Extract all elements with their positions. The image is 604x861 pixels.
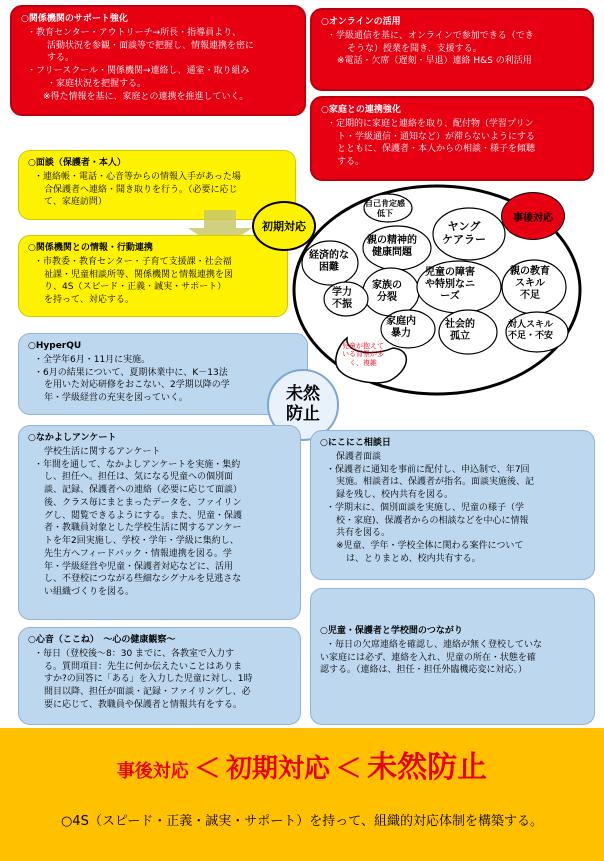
priority-headline — [0, 742, 604, 786]
box-title: ○家庭との連携強化 — [321, 105, 401, 115]
line: する。 — [47, 53, 75, 64]
box-title: ○にこにこ相談日 — [320, 438, 391, 448]
line: すか?の回答に「ある」を入力した児童に対し、1時 — [44, 674, 253, 685]
initial-response-text: 初期対応 — [225, 754, 330, 784]
line: ・毎日（登校後～8：30 までに、各教室で入力す — [34, 648, 235, 659]
survey-box — [18, 425, 301, 620]
line: ・家庭状況を把握する。 — [47, 78, 147, 89]
line: ・毎日の欠席連絡を確認し、連絡が無く登校していな — [326, 639, 543, 650]
social-isolation-label: 社会的 孤立 — [445, 319, 475, 342]
box-title: ○オンラインの活用 — [321, 17, 401, 27]
line: グし、閲覧できるようにする。また、児童・保護 — [44, 510, 243, 521]
line: 要に応じて、教職員や保護者と情報共有をする。 — [44, 699, 242, 710]
policy-statement: ○4S（スピード・正義・誠実・サポート）を持って、組織的対応体制を構築する。 — [60, 814, 544, 829]
less-than-symbol: ＜ — [335, 754, 362, 784]
after-response-badge — [501, 192, 565, 240]
line: そうな）授業を聞き、支援する。 — [347, 43, 482, 54]
nikoniko-consultation-box — [310, 430, 595, 580]
line: 校・家庭)、保護者からの相談などを中心に情報 — [336, 515, 529, 526]
young-carer-label: ヤング ケアラー — [442, 220, 486, 247]
parent-education-skill-label: 親の教育 スキル 不足 — [510, 266, 550, 301]
line: ・保護者に通知を事前に配付し、申込制で、年7回 — [326, 464, 530, 475]
after-response-text: 事後対応 — [116, 761, 189, 782]
line: トを年2回実施し、学校・学年・学級に集約し、 — [44, 536, 239, 547]
box-title: ○児童・保護者と学校間のつながり — [320, 626, 463, 636]
hyperqu-box — [18, 333, 308, 415]
after-response-label: 事後対応 — [513, 212, 553, 224]
line: ・市教委・教育センター・子育て支援課・社会福 — [34, 256, 232, 267]
line: 活動状況を参観・面談等で把握し、情報連携を密に — [47, 40, 255, 51]
line: 年・学級経営の充実を図っていく。 — [44, 393, 188, 404]
prevention-label-1: 未然 — [286, 384, 320, 405]
line: 録を残し、校内共有を図る。 — [336, 490, 454, 501]
line: ・学級通信を基に、オンラインで参加できる（でき — [327, 30, 534, 41]
line: を持って、対応する。 — [44, 295, 134, 306]
child-disability-label: 児童の障害 や特別なニ ーズ — [425, 267, 475, 302]
box-title: ○関係機関のサポート強化 — [21, 14, 128, 24]
box-title: ○HyperQU — [28, 341, 82, 351]
line: ・連絡帳・電話・心音等からの情報入手があった場 — [34, 171, 241, 182]
academic-slump-label: 学力 不振 — [332, 287, 352, 310]
school-connection-box — [310, 588, 595, 725]
line: 実施。相談者は、保護者が指名。面談実施後、記 — [336, 477, 535, 488]
domestic-violence-label: 家庭内 暴力 — [386, 316, 416, 339]
line: し、担任へ。担任は、気になる児童への個別面 — [44, 472, 234, 483]
line: 祉課・児童相談所等、関係機関と情報連携を図 — [44, 269, 234, 280]
line: ・年間を通して、なかよしアンケートを実施・集約 — [34, 459, 241, 470]
line: し、不登校につながる些細なシグナルを見逃さな — [44, 574, 242, 585]
support-strengthening-box — [10, 5, 306, 116]
parent-mental-health-label: 親の精神的 健康問題 — [367, 235, 417, 258]
summary-banner — [0, 728, 604, 861]
box-title: ○面談（保護者・本人） — [28, 158, 126, 168]
social-skill-label: 対人スキル 不足・不安 — [508, 320, 554, 341]
agency-cooperation-box — [18, 235, 288, 317]
prevention-text: 未然防止 — [367, 750, 488, 785]
initial-response-label: 初期対応 — [262, 220, 306, 233]
box-title: ○関係機関との情報・行動連携 — [28, 243, 153, 253]
line: 者・教職員対象とした学校生活に関するアンケー — [44, 523, 242, 534]
box-subtitle: 保護者面談 — [336, 451, 382, 462]
complex-background-label: 児童が抱えて いる背景が多 く、複雑 — [342, 342, 384, 367]
less-than-symbol: ＜ — [194, 754, 221, 784]
line: い組織づくりを図る。 — [44, 587, 135, 598]
note-line: ※児童、学年・学校全体に関わる案件について — [336, 541, 524, 552]
line: 認する。（連絡は、担任・担任外臨機応変に対応。） — [320, 665, 528, 676]
home-cooperation-box — [310, 96, 594, 181]
line: ・教育センター・アウトリーチ→所長・指導員より、 — [27, 27, 242, 38]
self-esteem-label: 自己肯定感 低下 — [365, 199, 405, 218]
line: て、家庭訪問） — [44, 197, 107, 208]
line: ・全学年6月・11月に実施。 — [34, 354, 151, 365]
box-title: ○心音（ここね） ～心の健康観察～ — [28, 635, 176, 645]
line: 先生方へフィードバック・情報連携を図る。学 — [44, 548, 232, 559]
line: 合保護者へ連絡・聞き取りを行う。（必要に応じ — [44, 184, 238, 195]
line: り、4S（スピード・正義・誠実・サポート） — [44, 282, 227, 293]
line: る。質問項目：先生に何か伝えたいことはありま — [44, 661, 243, 672]
line: 共有を図る。 — [336, 528, 391, 539]
line: ・フリースクール・関係機関→連絡し、通室・取り組み — [27, 66, 250, 77]
economic-hardship-label: 経済的な 困難 — [309, 250, 349, 273]
note-line: は、とりまとめ、校内共有する。 — [346, 553, 481, 564]
line: い家庭には必ず、連絡を入れ、児童の所在・状態を確 — [320, 652, 536, 663]
line: ・定期的に家庭と連絡を取り、配付物（学習プリン — [327, 118, 534, 129]
kokone-box — [18, 627, 301, 725]
line: ※電話・欠席（遅刻・早退）連絡 H&S の利活用 — [337, 56, 532, 67]
line: 間目以降、担任が面談・記録・ファイリングし、必 — [44, 687, 251, 698]
line: ・学期末に、個別面談を実施し、児童の様子（学 — [326, 502, 525, 513]
line: ※得た情報を基に、家庭との連携を推進していく。 — [43, 91, 249, 102]
line: する。 — [337, 157, 365, 168]
line: を用いた対応研修をおこない、2学期以降の学 — [44, 380, 230, 391]
prevention-label-2: 防止 — [286, 404, 320, 424]
box-title: ○なかよしアンケート — [28, 433, 117, 443]
line: ト・学級通信・通知など）が滞らないようにする — [337, 131, 536, 142]
interview-box — [18, 150, 296, 220]
line: ・6月の結果について、夏期休業中に、K－13法 — [34, 367, 228, 378]
line: とともに、保護者・本人からの相談・様子を傾聴 — [337, 144, 536, 155]
online-use-box — [310, 8, 594, 91]
line: 後、クラス毎にまとまったデータを、ファイリン — [44, 497, 242, 508]
line: 談、記録、保護者への連絡（必要に応じて面談） — [44, 485, 243, 496]
line: 年・学級経営や児童・保護者対応などに、活用 — [44, 561, 234, 572]
box-subtitle: 学校生活に関するアンケート — [44, 446, 161, 457]
family-split-label: 家族の 分裂 — [372, 280, 402, 303]
